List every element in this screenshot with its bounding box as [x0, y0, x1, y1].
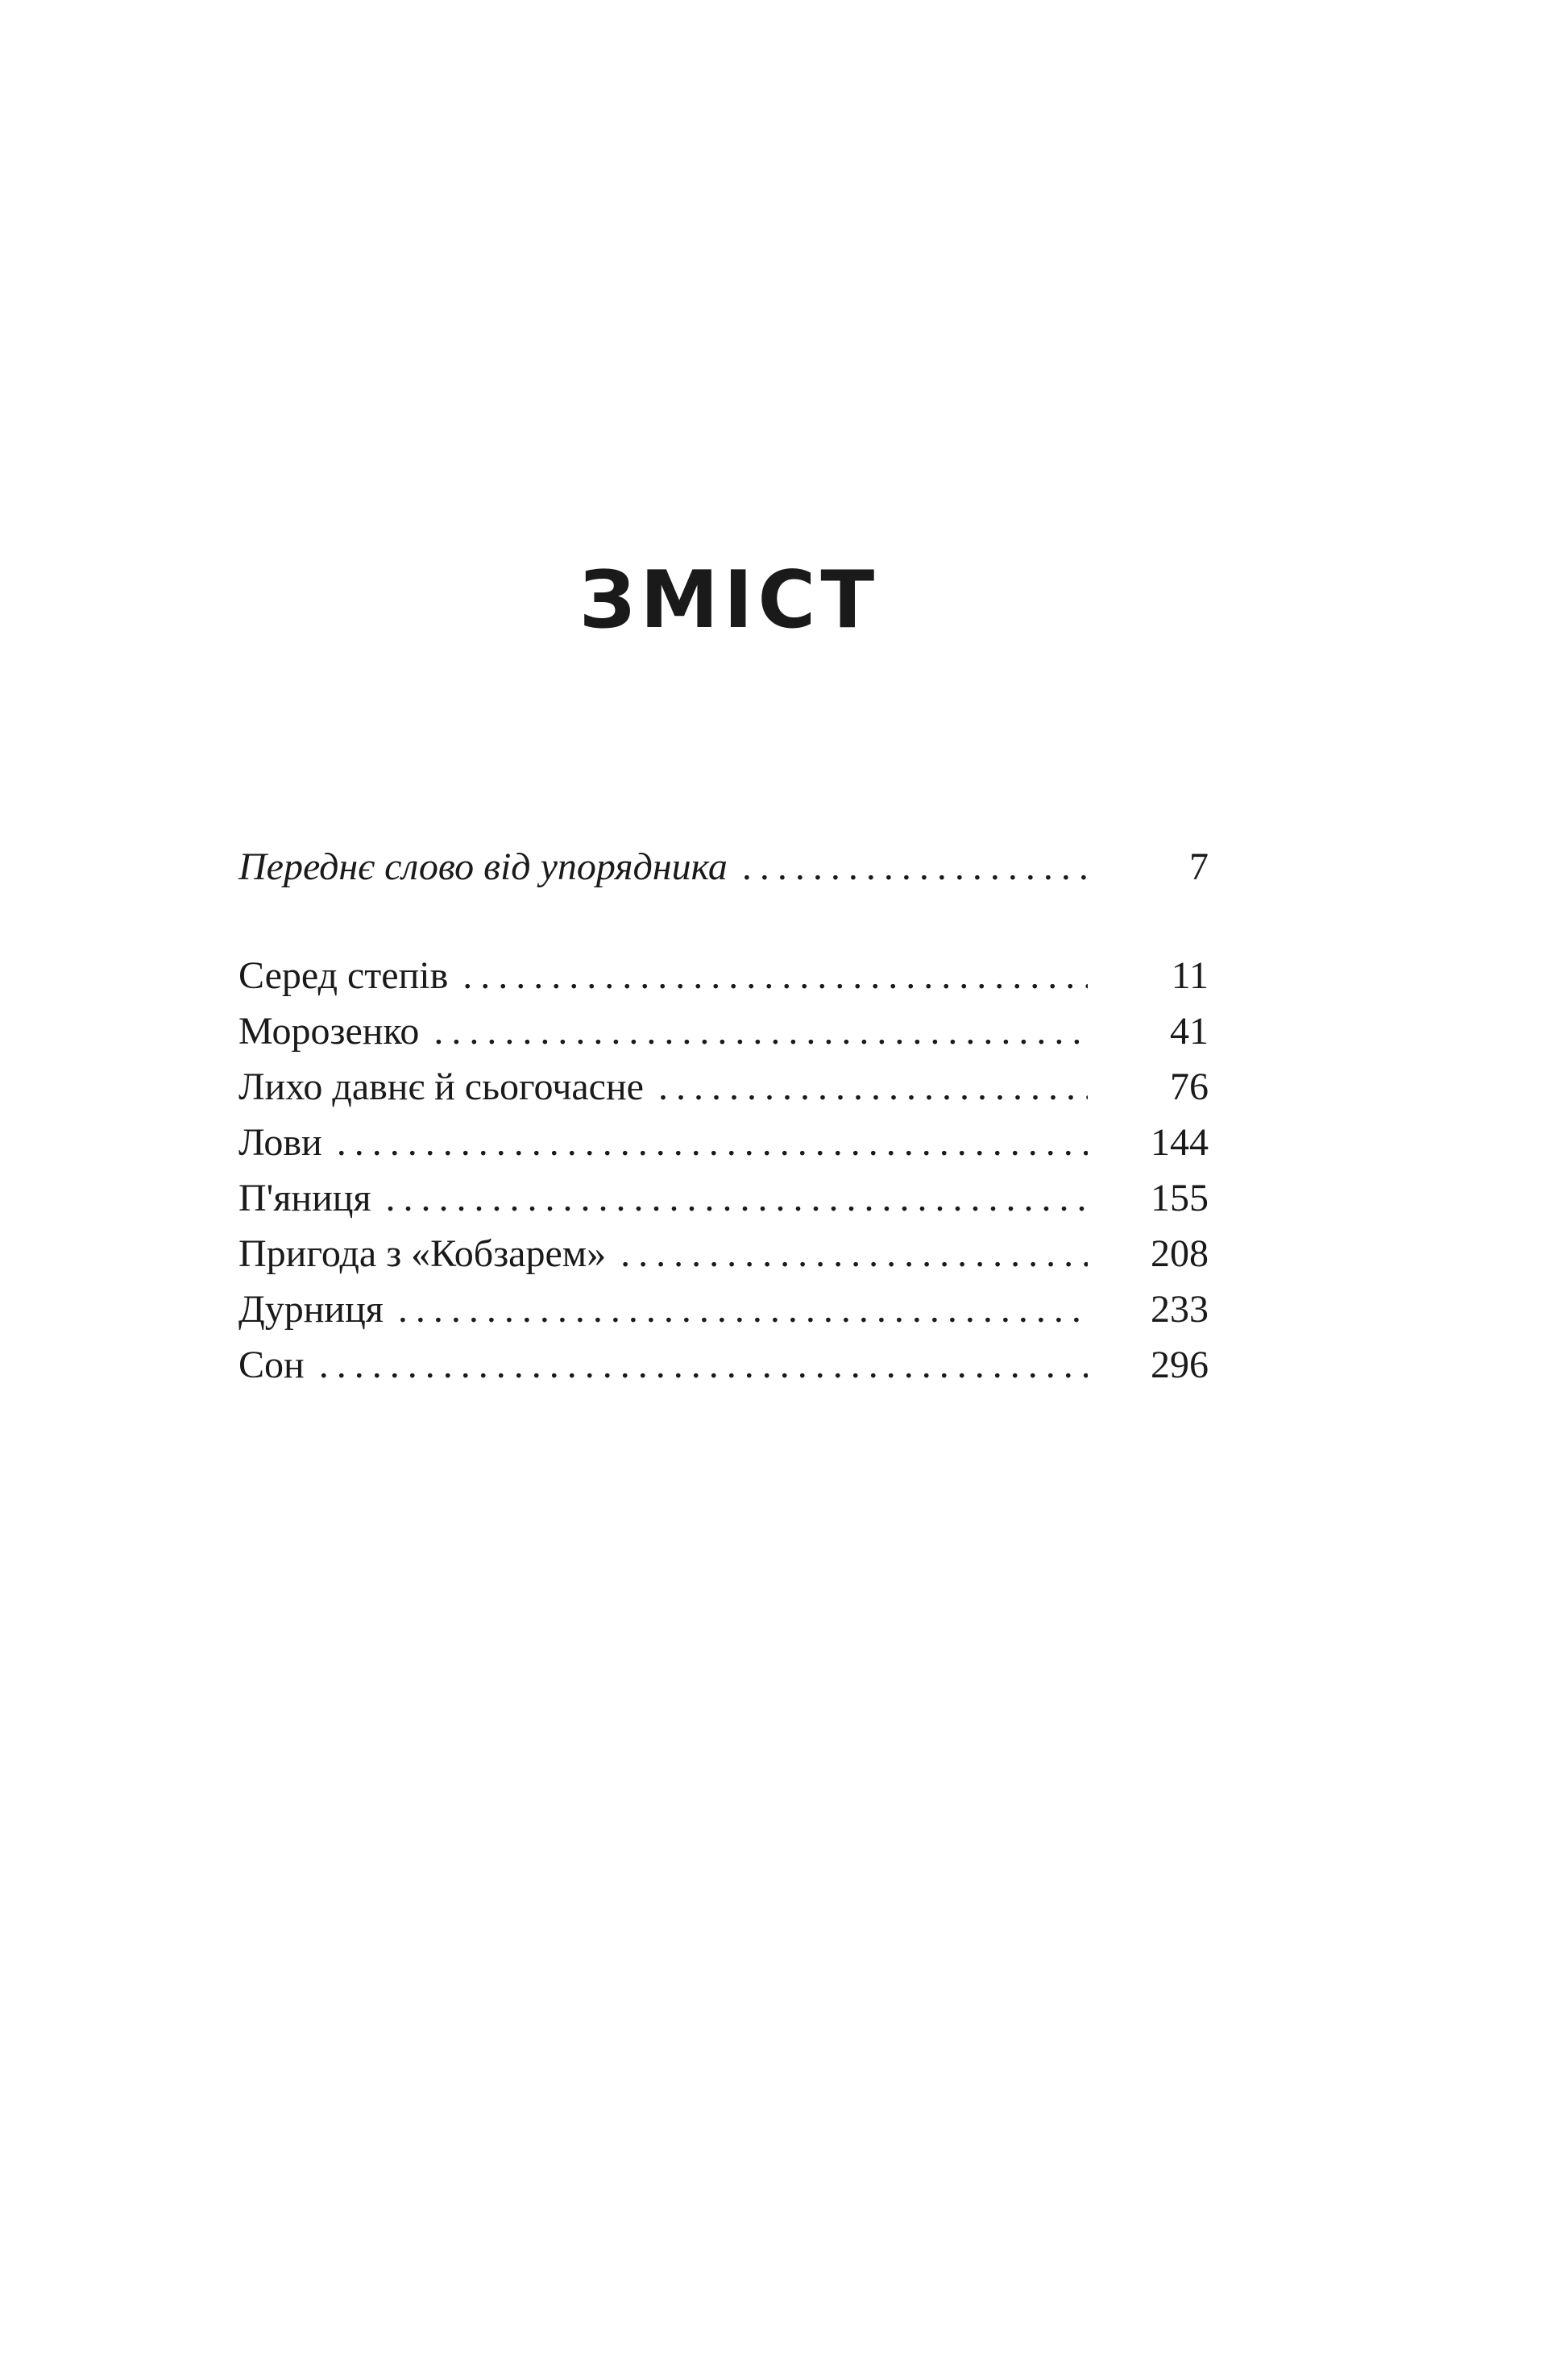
toc-page-number: 7 — [1189, 845, 1209, 888]
toc-entry-preface[interactable] — [238, 845, 1209, 900]
page-title: ЗМІСТ — [579, 554, 880, 646]
toc-page-number: 155 — [1151, 1177, 1209, 1219]
toc-page-number: 41 — [1170, 1010, 1209, 1053]
toc-entry-label: Дурниця — [238, 1288, 384, 1331]
dot-leader — [742, 845, 1088, 889]
toc-entry[interactable] — [238, 1120, 1209, 1176]
toc-entry[interactable] — [238, 1065, 1209, 1120]
toc-entry-label: Переднє слово від упорядника — [238, 845, 728, 888]
toc-entry-label: П'яниця — [238, 1177, 371, 1219]
toc-page-number: 11 — [1171, 954, 1209, 997]
dot-leader — [337, 1120, 1088, 1165]
toc-entry-label: Лови — [238, 1121, 322, 1164]
dot-leader — [386, 1176, 1088, 1220]
dot-leader — [433, 1009, 1088, 1053]
toc-entry-label: Лихо давнє й сьогочасне — [238, 1065, 644, 1108]
toc-entry[interactable] — [238, 1232, 1209, 1287]
toc-entry-label: Морозенко — [238, 1010, 420, 1053]
toc-page-number: 296 — [1151, 1344, 1209, 1386]
dot-leader — [658, 1065, 1088, 1109]
toc-page-number: 76 — [1170, 1065, 1209, 1108]
dot-leader — [398, 1287, 1088, 1331]
dot-leader — [462, 953, 1088, 998]
table-of-contents — [238, 845, 1209, 1398]
toc-entry[interactable] — [238, 953, 1209, 1009]
toc-page-number: 233 — [1151, 1288, 1209, 1331]
dot-leader — [319, 1343, 1088, 1387]
toc-entry[interactable] — [238, 1343, 1209, 1398]
dot-leader — [620, 1232, 1088, 1276]
toc-page-number: 208 — [1151, 1232, 1209, 1275]
toc-entry[interactable] — [238, 1287, 1209, 1343]
toc-entry[interactable] — [238, 1009, 1209, 1065]
toc-entry-label: Серед степів — [238, 954, 449, 997]
toc-entry[interactable] — [238, 1176, 1209, 1232]
toc-entry-label: Пригода з «Кобзарем» — [238, 1232, 607, 1275]
toc-page-number: 144 — [1151, 1121, 1209, 1164]
toc-entry-label: Сон — [238, 1344, 305, 1386]
